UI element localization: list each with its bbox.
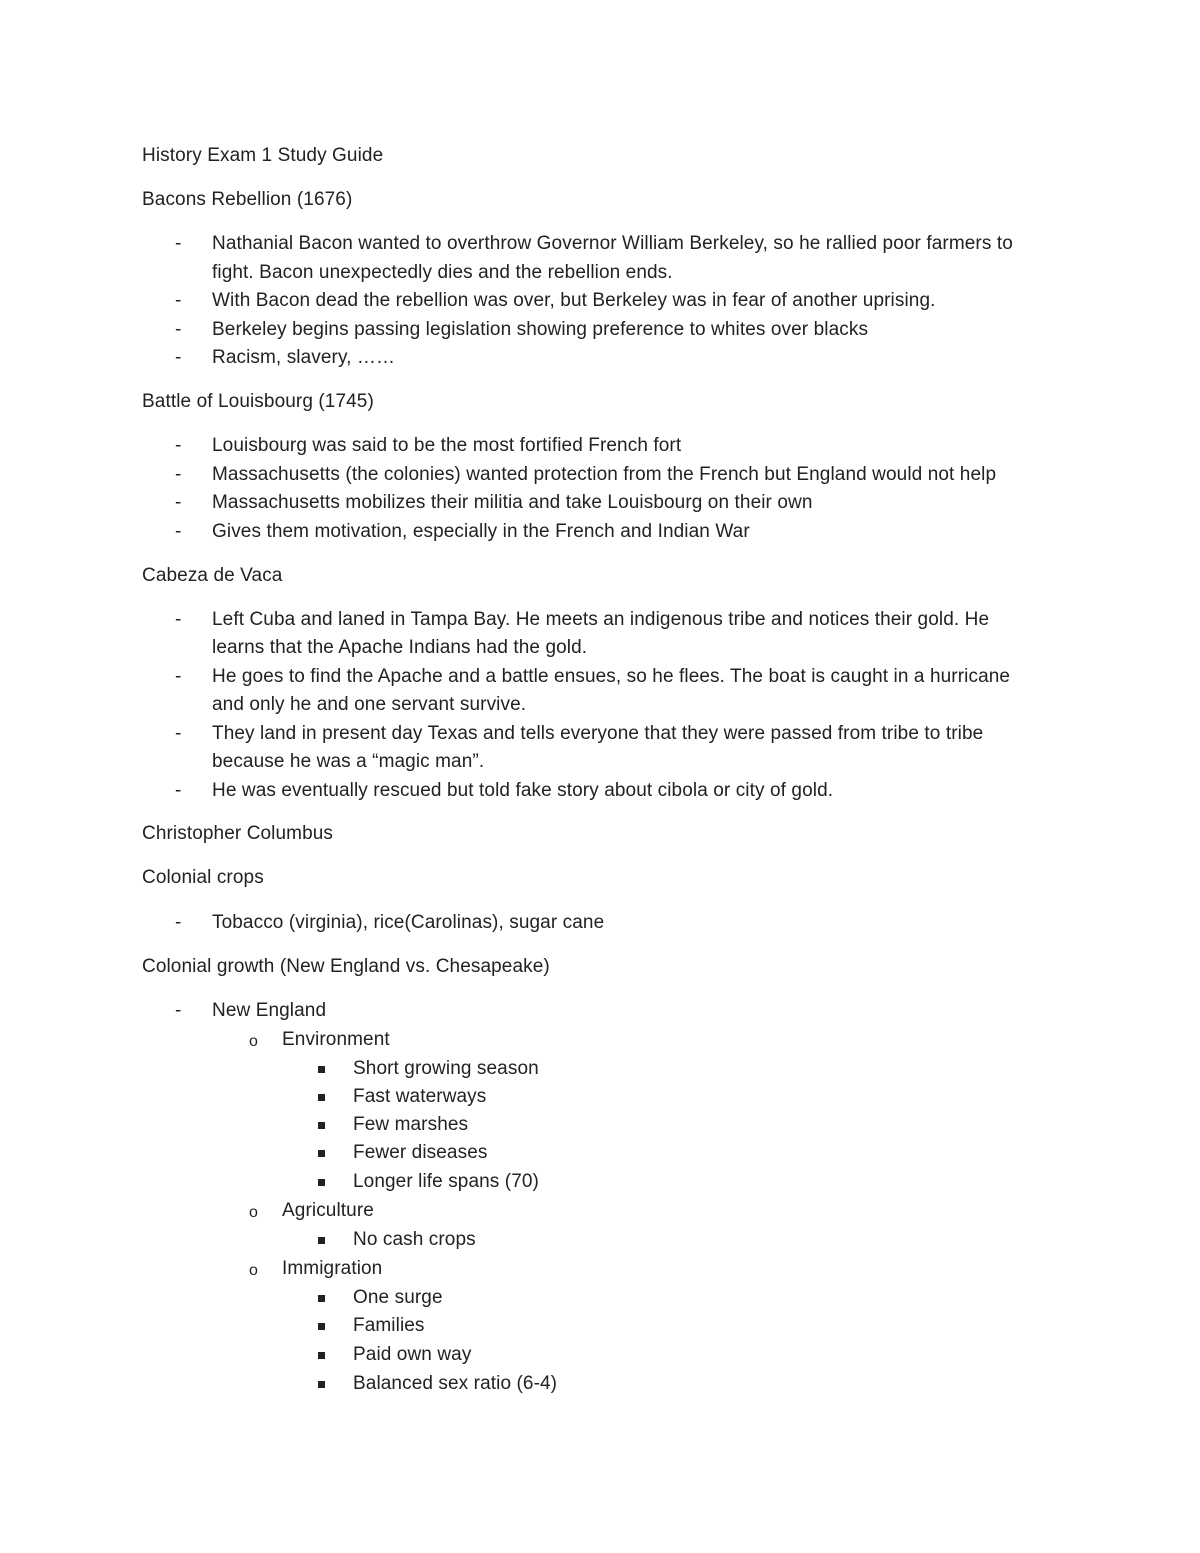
dash-bullet: - — [175, 780, 182, 801]
bullet-text: He was eventually rescued but told fake story about cibola or city of gold. — [212, 780, 834, 801]
dash-bullet: - — [175, 319, 182, 340]
bullet-text: They land in present day Texas and tells everyone that they were passed from tribe to tribe — [212, 723, 984, 744]
region-label: New England — [212, 1000, 327, 1021]
bullet-text: Louisbourg was said to be the most fortified French fort — [212, 435, 682, 456]
dash-bullet: - — [175, 435, 182, 456]
bullet-text: He goes to find the Apache and a battle ensues, so he flees. The boat is caught in a hurricane — [212, 666, 1011, 687]
square-bullet — [318, 1150, 325, 1157]
detail-item: Fast waterways — [353, 1086, 487, 1107]
square-bullet — [318, 1179, 325, 1186]
bullet-text: Massachusetts (the colonies) wanted protection from the French but England would not help — [212, 464, 997, 485]
bullet-text: Berkeley begins passing legislation showing preference to whites over blacks — [212, 319, 869, 340]
square-bullet — [318, 1295, 325, 1302]
dash-bullet: - — [175, 1000, 182, 1021]
subsection-label-environment: Environment — [282, 1029, 390, 1050]
square-bullet — [318, 1066, 325, 1073]
dash-bullet: - — [175, 521, 182, 542]
detail-item: Longer life spans (70) — [353, 1171, 539, 1192]
detail-item: Short growing season — [353, 1058, 539, 1079]
bullet-text-continued: because he was a “magic man”. — [212, 751, 485, 772]
bullet-text: With Bacon dead the rebellion was over, but Berkeley was in fear of another uprising. — [212, 290, 936, 311]
section-heading-bacons-rebellion: Bacons Rebellion (1676) — [142, 189, 353, 210]
detail-item: Families — [353, 1315, 425, 1336]
square-bullet — [318, 1122, 325, 1129]
dash-bullet: - — [175, 233, 182, 254]
detail-item: Fewer diseases — [353, 1142, 488, 1163]
square-bullet — [318, 1381, 325, 1388]
dash-bullet: - — [175, 723, 182, 744]
section-heading-colonial-crops: Colonial crops — [142, 867, 264, 888]
detail-item: One surge — [353, 1287, 443, 1308]
document-title: History Exam 1 Study Guide — [142, 145, 384, 166]
detail-item: No cash crops — [353, 1229, 476, 1250]
bullet-text: Gives them motivation, especially in the French and Indian War — [212, 521, 750, 542]
bullet-text-continued: and only he and one servant survive. — [212, 694, 527, 715]
section-heading-colonial-growth: Colonial growth (New England vs. Chesapeake) — [142, 956, 550, 977]
dash-bullet: - — [175, 666, 182, 687]
bullet-text-continued: learns that the Apache Indians had the gold. — [212, 637, 588, 658]
section-heading-battle-of-louisbourg: Battle of Louisbourg (1745) — [142, 391, 374, 412]
circle-bullet: o — [249, 1262, 258, 1279]
detail-item: Balanced sex ratio (6-4) — [353, 1373, 558, 1394]
bullet-text: Left Cuba and laned in Tampa Bay. He meets an indigenous tribe and notices their gold. He — [212, 609, 990, 630]
dash-bullet: - — [175, 347, 182, 368]
bullet-text: Tobacco (virginia), rice(Carolinas), sugar cane — [212, 912, 605, 933]
bullet-text: Nathanial Bacon wanted to overthrow Governor William Berkeley, so he rallied poor farmers to — [212, 233, 1013, 254]
section-heading-christopher-columbus: Christopher Columbus — [142, 823, 334, 844]
square-bullet — [318, 1094, 325, 1101]
bullet-text: Massachusetts mobilizes their militia and take Louisbourg on their own — [212, 492, 813, 513]
detail-item: Few marshes — [353, 1114, 469, 1135]
bullet-text-continued: fight. Bacon unexpectedly dies and the rebellion ends. — [212, 262, 673, 283]
dash-bullet: - — [175, 492, 182, 513]
subsection-label-agriculture: Agriculture — [282, 1200, 374, 1221]
dash-bullet: - — [175, 609, 182, 630]
section-heading-cabeza-de-vaca: Cabeza de Vaca — [142, 565, 283, 586]
square-bullet — [318, 1352, 325, 1359]
dash-bullet: - — [175, 912, 182, 933]
bullet-text: Racism, slavery, …… — [212, 347, 396, 368]
square-bullet — [318, 1237, 325, 1244]
circle-bullet: o — [249, 1033, 258, 1050]
subsection-label-immigration: Immigration — [282, 1258, 383, 1279]
detail-item: Paid own way — [353, 1344, 472, 1365]
dash-bullet: - — [175, 464, 182, 485]
circle-bullet: o — [249, 1204, 258, 1221]
square-bullet — [318, 1323, 325, 1330]
dash-bullet: - — [175, 290, 182, 311]
